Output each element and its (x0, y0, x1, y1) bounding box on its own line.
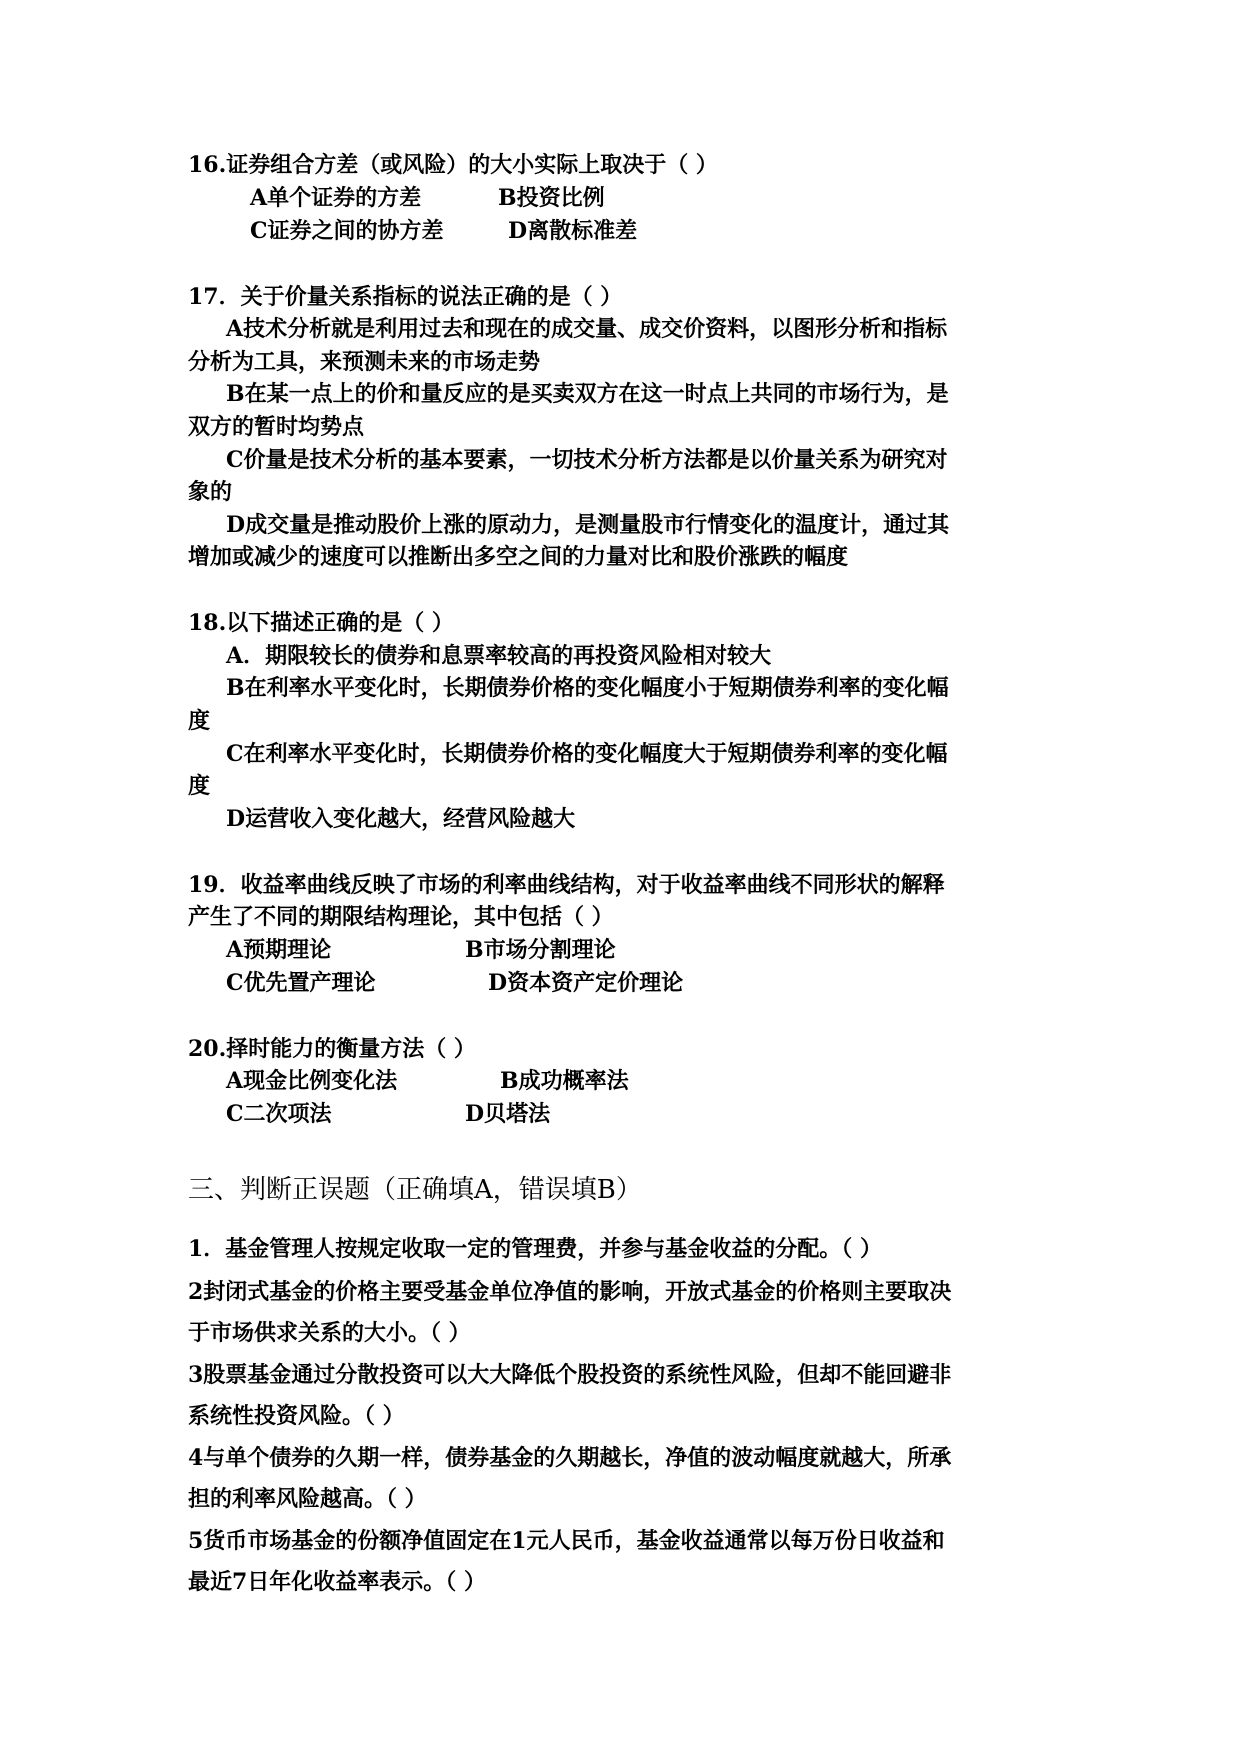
tf-item-2-line1: 2封闭式基金的价格主要受基金单位净值的影响，开放式基金的价格则主要取决 (188, 1279, 952, 1305)
q16-option-a: A单个证券的方差 (250, 185, 422, 211)
tf-item-5-line2: 最近7日年化收益率表示。（ ） (188, 1569, 486, 1595)
q17-option-c-line2: 象的 (188, 479, 233, 505)
q17-option-c-line1: C价量是技术分析的基本要素，一切技术分析方法都是以价量关系为研究对 (226, 447, 948, 473)
q20-option-c: C二次项法 (226, 1101, 332, 1127)
q17-option-a-line1: A技术分析就是利用过去和现在的成交量、成交价资料，以图形分析和指标 (226, 316, 948, 342)
q16-option-b: B投资比例 (498, 185, 605, 211)
q19-stem-line2: 产生了不同的期限结构理论，其中包括（ ） (188, 904, 614, 930)
q20-option-d: D贝塔法 (465, 1101, 551, 1127)
q16-stem: 16.证券组合方差（或风险）的大小实际上取决于（ ） (188, 152, 718, 178)
q19-stem-line1: 19．收益率曲线反映了市场的利率曲线结构，对于收益率曲线不同形状的解释 (188, 872, 945, 898)
q18-option-c-line2: 度 (188, 773, 211, 799)
q18-option-c-line1: C在利率水平变化时，长期债券价格的变化幅度大于短期债券利率的变化幅 (226, 741, 948, 767)
tf-item-1: 1．基金管理人按规定收取一定的管理费，并参与基金收益的分配。（ ） (188, 1236, 882, 1262)
q17-option-b-line1: B在某一点上的价和量反应的是买卖双方在这一时点上共同的市场行为，是 (226, 381, 949, 407)
q18-option-a: A．期限较长的债券和息票率较高的再投资风险相对较大 (226, 643, 772, 669)
tf-item-3-line2: 系统性投资风险。（ ） (188, 1403, 405, 1429)
tf-item-4-line1: 4与单个债券的久期一样，债券基金的久期越长，净值的波动幅度就越大，所承 (188, 1445, 952, 1471)
q16-option-d: D离散标准差 (508, 218, 638, 244)
q16-option-c: C证券之间的协方差 (250, 218, 444, 244)
tf-item-5-line1: 5货币市场基金的份额净值固定在1元人民币，基金收益通常以每万份日收益和 (188, 1528, 945, 1554)
q17-option-d-line2: 增加或减少的速度可以推断出多空之间的力量对比和股价涨跌的幅度 (188, 544, 849, 570)
q17-stem: 17．关于价量关系指标的说法正确的是（ ） (188, 284, 623, 310)
q20-stem: 20.择时能力的衡量方法（ ） (188, 1036, 476, 1062)
q18-option-d: D运营收入变化越大，经营风险越大 (226, 806, 576, 832)
q17-option-a-line2: 分析为工具，来预测未来的市场走势 (188, 349, 541, 375)
tf-item-2-line2: 于市场供求关系的大小。（ ） (188, 1320, 471, 1346)
tf-item-3-line1: 3股票基金通过分散投资可以大大降低个股投资的系统性风险，但却不能回避非 (188, 1362, 952, 1388)
section-3-title: 三、判断正误题（正确填A，错误填B） (188, 1175, 642, 1205)
q18-option-b-line1: B在利率水平变化时，长期债券价格的变化幅度小于短期债券利率的变化幅 (226, 675, 949, 701)
q19-option-d: D资本资产定价理论 (488, 970, 684, 996)
q18-option-b-line2: 度 (188, 708, 211, 734)
q17-option-d-line1: D成交量是推动股价上涨的原动力，是测量股市行情变化的温度计，通过其 (226, 512, 950, 538)
q19-option-b: B市场分割理论 (465, 937, 616, 963)
q17-option-b-line2: 双方的暂时均势点 (188, 414, 365, 440)
q18-stem: 18.以下描述正确的是（ ） (188, 610, 454, 636)
q20-option-b: B成功概率法 (500, 1068, 629, 1094)
q20-option-a: A现金比例变化法 (226, 1068, 398, 1094)
q19-option-c: C优先置产理论 (226, 970, 376, 996)
q19-option-a: A预期理论 (226, 937, 332, 963)
tf-item-4-line2: 担的利率风险越高。（ ） (188, 1486, 427, 1512)
